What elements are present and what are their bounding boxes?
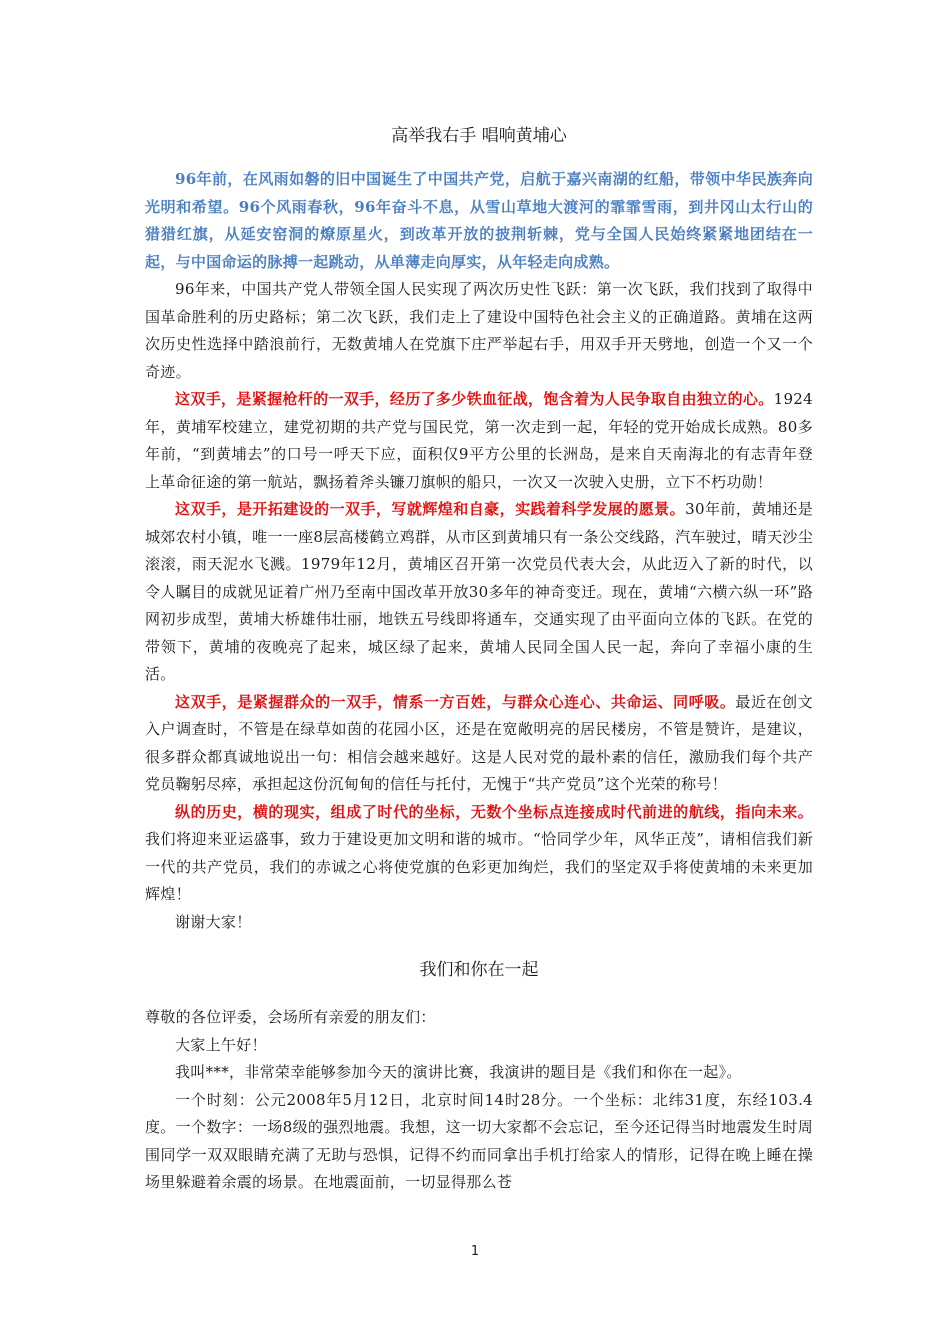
earthquake-paragraph: 一个时刻：公元2008年5月12日，北京时间14时28分。一个坐标：北纬31度，东经103.4度。一个数字：一场8级的强烈地震。我想，这一切大家都不会忘记，至今还记得当时地震发生时周围同学一双双眼睛充满了无助与恐惧，记得不约而同拿出手机打给家人的情形，记得在晚上睡在操场里躲避着余震的场景。在地震面前，一切显得那么苍 bbox=[145, 1090, 813, 1191]
intro-paragraph: 96年前，在风雨如磐的旧中国诞生了中国共产党，启航于嘉兴南湖的红船，带领中华民族奔向光明和希望。96个风雨春秋，96年奋斗不息，从雪山草地大渡河的霏霏雪雨，到井冈山太行山的猎猎红旗，从延安窑洞的燎原星火，到改革开放的披荆斩棘，党与全国人民始终紧紧地团结在一起，与中国命运的脉搏一起跳动，从单薄走向厚实，从年轻走向成熟。 bbox=[145, 170, 813, 271]
paragraph-2: 96年来，中国共产党人带领全国人民实现了两次历史性飞跃：第一次飞跃，我们找到了取得中国革命胜利的历史路标；第二次飞跃，我们走上了建设中国特色社会主义的正确道路。黄埔在这两次历史性选择中踏浪前行，无数黄埔人在党旗下庄严举起右手，用双手开天劈地，创造一个又一个奇迹。 bbox=[145, 280, 813, 381]
page-number: 1 bbox=[470, 1244, 480, 1259]
self-introduction: 我叫***，非常荣幸能够参加今天的演讲比赛，我演讲的题目是《我们和你在一起》。 bbox=[175, 1063, 742, 1081]
paragraph-4-body: 30年前，黄埔还是城郊农村小镇，唯一一座8层高楼鹤立鸡群，从市区到黄埔只有一条公交线路，汽车驶过，晴天沙尘滚滚，雨天泥水飞溅。1979年12月，黄埔区召开第一次党员代表大会，从此迈入了新的时代，以令人瞩目的成就见证着广州乃至南中国改革开放30多年的神奇变迁。现在，黄埔“六横六纵一环”路网初步成型，黄埔大桥雄伟壮丽，地铁五号线即将通车，交通实现了由平面向立体的飞跃。在党的带领下，黄埔的夜晚亮了起来，城区绿了起来，黄埔人民同全国人民一起，奔向了幸福小康的生活。 bbox=[145, 500, 813, 683]
paragraph-3-body: 1924年，黄埔军校建立，建党初期的共产党与国民党，第一次走到一起，年轻的党开始成长成熟。80多年前，“到黄埔去”的口号一呼天下应，面积仅9平方公里的长洲岛，是来自天南海北的有志青年登上革命征途的第一航站，飘扬着斧头镰刀旗帜的船只，一次又一次驶入史册，立下不朽功勋！ bbox=[145, 390, 813, 491]
paragraph-6-highlight: 纵的历史，横的现实，组成了时代的坐标，无数个坐标点连接成时代前进的航线，指向未来。 bbox=[175, 802, 813, 821]
paragraph-6-body: 我们将迎来亚运盛事，致力于建设更加文明和谐的城市。“恰同学少年，风华正茂”，请相信我们新一代的共产党员，我们的赤诚之心将使党旗的色彩更加绚烂，我们的坚定双手将使黄埔的未来更加辉煌！ bbox=[145, 830, 813, 903]
paragraph-3 bbox=[145, 386, 813, 496]
paragraph-4-highlight: 这双手，是开拓建设的一双手，写就辉煌和自豪，实践着科学发展的愿景。 bbox=[175, 500, 686, 518]
closing-thanks: 谢谢大家！ bbox=[175, 912, 252, 931]
paragraph-6 bbox=[145, 799, 813, 909]
paragraph-5 bbox=[145, 689, 813, 799]
paragraph-3-highlight: 这双手，是紧握枪杆的一双手，经历了多少铁血征战，饱含着为人民争取自由独立的心。 bbox=[175, 390, 774, 408]
paragraph-5-body: 最近在创文入户调查时，不管是在绿草如茵的花园小区，还是在宽敞明亮的居民楼房，不管是赞许，是建议，很多群众都真诚地说出一句：相信会越来越好。这是人民对党的最朴素的信任，激励我们每个共产党员鞠躬尽瘁，承担起这份沉甸甸的信任与托付，无愧于“共产党员”这个光荣的称号！ bbox=[145, 692, 813, 793]
document-content bbox=[145, 122, 813, 1197]
salutation: 尊敬的各位评委，会场所有亲爱的朋友们： bbox=[145, 1008, 436, 1026]
speech-title-1: 高举我右手 唱响黄埔心 bbox=[391, 126, 567, 146]
paragraph-5-highlight: 这双手，是紧握群众的一双手，情系一方百姓，与群众心连心、共命运、同呼吸。 bbox=[175, 692, 736, 711]
greeting: 大家上午好！ bbox=[175, 1035, 267, 1054]
paragraph-4 bbox=[145, 496, 813, 689]
speech-title-2: 我们和你在一起 bbox=[419, 960, 539, 980]
